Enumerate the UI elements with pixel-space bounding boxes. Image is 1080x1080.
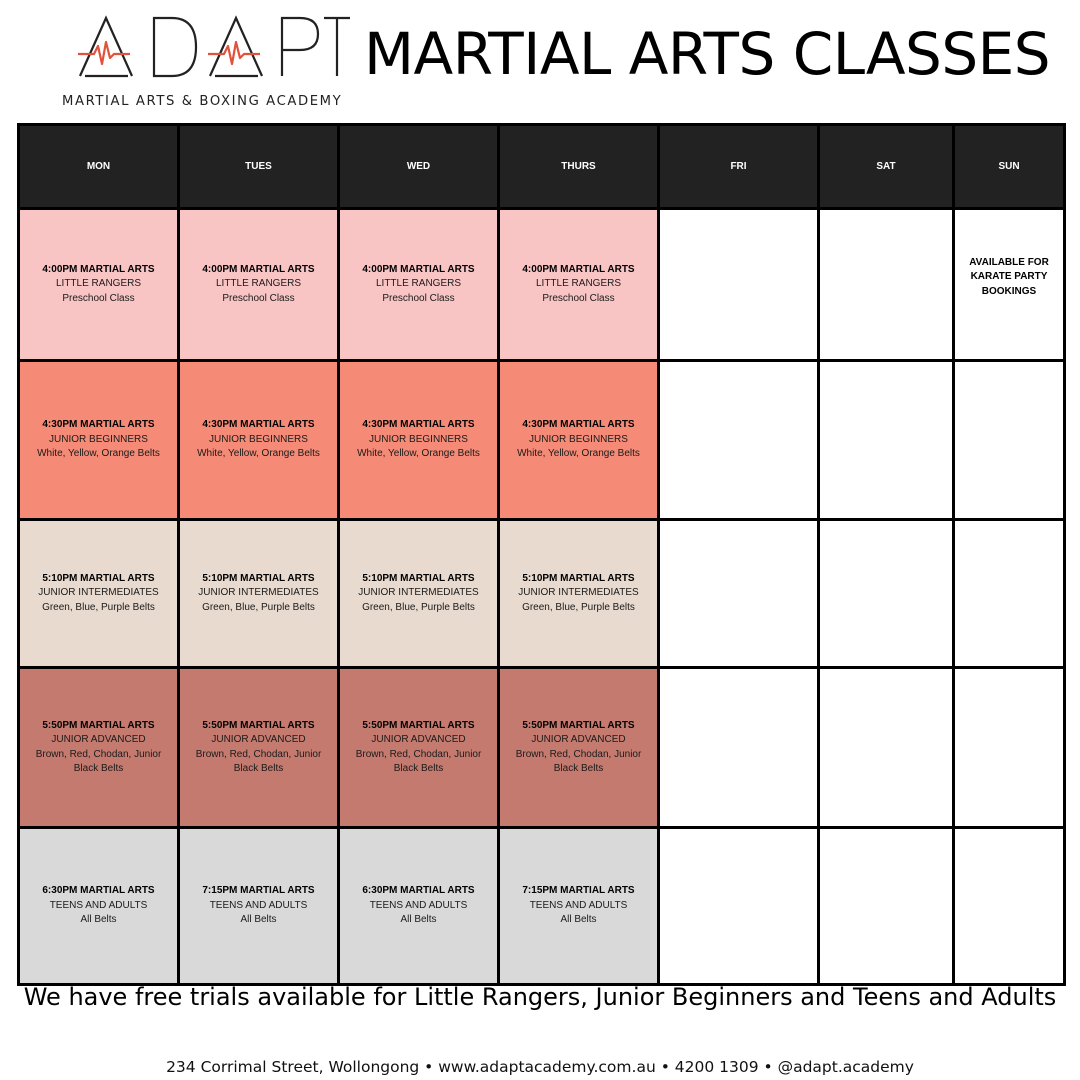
class-time: 4:30PM MARTIAL ARTS xyxy=(202,419,315,431)
sunday-party-cell xyxy=(954,209,1065,361)
class-timetable xyxy=(17,123,1066,986)
class-time: 5:10PM MARTIAL ARTS xyxy=(42,572,155,584)
class-time: 4:00PM MARTIAL ARTS xyxy=(202,263,315,275)
class-belts: Green, Blue, Purple Belts xyxy=(42,601,155,613)
class-time: 4:30PM MARTIAL ARTS xyxy=(522,419,635,431)
day-header-row xyxy=(19,125,1065,209)
class-time: 7:15PM MARTIAL ARTS xyxy=(522,885,635,897)
empty-cell-fri xyxy=(659,828,819,985)
class-time: 5:50PM MARTIAL ARTS xyxy=(522,719,635,731)
class-cell-tues xyxy=(179,361,339,520)
class-cell-tues xyxy=(179,520,339,668)
empty-cell-fri xyxy=(659,520,819,668)
class-name: LITTLE RANGERS xyxy=(215,278,302,290)
class-belts: Preschool Class xyxy=(542,292,615,304)
class-row xyxy=(19,828,1065,985)
class-name: JUNIOR ADVANCED xyxy=(51,734,146,745)
class-belts: White, Yellow, Orange Belts xyxy=(357,448,480,460)
class-belts: All Belts xyxy=(560,914,597,926)
class-belts: Green, Blue, Purple Belts xyxy=(362,601,475,613)
class-time: 4:30PM MARTIAL ARTS xyxy=(362,419,475,431)
day-header-mon: MON xyxy=(19,125,179,209)
class-name: JUNIOR INTERMEDIATES xyxy=(518,587,639,599)
class-name: JUNIOR ADVANCED xyxy=(371,734,466,745)
class-name: JUNIOR INTERMEDIATES xyxy=(198,587,319,599)
class-cell-mon xyxy=(19,520,179,668)
class-time: 6:30PM MARTIAL ARTS xyxy=(362,885,475,897)
day-header-thurs: THURS xyxy=(499,125,659,209)
class-cell-wed xyxy=(339,209,499,361)
class-cell-tues xyxy=(179,209,339,361)
class-belts: All Belts xyxy=(400,914,437,926)
class-row xyxy=(19,209,1065,361)
class-belts: Green, Blue, Purple Belts xyxy=(202,601,315,613)
class-cell-tues xyxy=(179,828,339,985)
class-belts: Brown, Red, Chodan, Junior Black Belts xyxy=(35,748,162,774)
class-cell-tues xyxy=(179,668,339,828)
empty-cell-sat xyxy=(819,209,954,361)
class-name: JUNIOR ADVANCED xyxy=(531,734,626,745)
empty-cell-sun xyxy=(954,520,1065,668)
class-time: 5:50PM MARTIAL ARTS xyxy=(202,719,315,731)
class-time: 5:10PM MARTIAL ARTS xyxy=(522,572,635,584)
class-name: JUNIOR BEGINNERS xyxy=(369,433,468,445)
class-belts: Brown, Red, Chodan, Junior Black Belts xyxy=(195,748,322,774)
class-time: 4:00PM MARTIAL ARTS xyxy=(522,263,635,275)
day-header-wed: WED xyxy=(339,125,499,209)
class-belts: Preschool Class xyxy=(222,292,295,304)
class-cell-thurs xyxy=(499,828,659,985)
empty-cell-fri xyxy=(659,209,819,361)
timetable-body xyxy=(19,209,1065,985)
class-cell-mon xyxy=(19,209,179,361)
empty-cell-fri xyxy=(659,361,819,520)
empty-cell-sat xyxy=(819,361,954,520)
class-belts: White, Yellow, Orange Belts xyxy=(37,448,160,460)
class-row xyxy=(19,361,1065,520)
day-header-sun: SUN xyxy=(954,125,1065,209)
class-name: LITTLE RANGERS xyxy=(55,278,142,290)
class-cell-wed xyxy=(339,361,499,520)
adapt-wordmark-logo xyxy=(78,14,350,84)
class-belts: White, Yellow, Orange Belts xyxy=(197,448,320,460)
empty-cell-sun xyxy=(954,828,1065,985)
class-time: 5:10PM MARTIAL ARTS xyxy=(362,572,475,584)
empty-cell-fri xyxy=(659,668,819,828)
class-name: JUNIOR BEGINNERS xyxy=(529,433,628,445)
class-cell-thurs xyxy=(499,668,659,828)
brand-tagline: MARTIAL ARTS & BOXING ACADEMY xyxy=(62,94,343,109)
day-header-sat: SAT xyxy=(819,125,954,209)
class-time: 5:50PM MARTIAL ARTS xyxy=(42,719,155,731)
class-name: TEENS AND ADULTS xyxy=(49,899,148,911)
class-cell-mon xyxy=(19,828,179,985)
class-belts: Brown, Red, Chodan, Junior Black Belts xyxy=(515,748,642,774)
class-cell-mon xyxy=(19,668,179,828)
class-cell-wed xyxy=(339,668,499,828)
class-time: 6:30PM MARTIAL ARTS xyxy=(42,885,155,897)
empty-cell-sun xyxy=(954,668,1065,828)
class-time: 4:30PM MARTIAL ARTS xyxy=(42,419,155,431)
class-belts: All Belts xyxy=(240,914,277,926)
class-cell-thurs xyxy=(499,520,659,668)
class-name: LITTLE RANGERS xyxy=(375,278,462,290)
empty-cell-sat xyxy=(819,828,954,985)
class-cell-wed xyxy=(339,520,499,668)
class-time: 4:00PM MARTIAL ARTS xyxy=(362,263,475,275)
day-header-fri: FRI xyxy=(659,125,819,209)
class-name: JUNIOR ADVANCED xyxy=(211,734,306,745)
class-belts: Preschool Class xyxy=(382,292,455,304)
class-name: JUNIOR INTERMEDIATES xyxy=(38,587,159,599)
empty-cell-sun xyxy=(954,361,1065,520)
contact-info: 234 Corrimal Street, Wollongong • www.adaptacademy.com.au • 4200 1309 • @adapt.academy xyxy=(166,1058,914,1076)
class-name: JUNIOR INTERMEDIATES xyxy=(358,587,479,599)
class-name: TEENS AND ADULTS xyxy=(529,899,628,911)
class-name: TEENS AND ADULTS xyxy=(369,899,468,911)
class-time: 7:15PM MARTIAL ARTS xyxy=(202,885,315,897)
class-name: JUNIOR BEGINNERS xyxy=(209,433,308,445)
adapt-logo xyxy=(62,14,372,114)
free-trial-note: We have free trials available for Little Rangers, Junior Beginners and Teens and Adults xyxy=(23,983,1057,1011)
empty-cell-sat xyxy=(819,520,954,668)
class-name: JUNIOR BEGINNERS xyxy=(49,433,148,445)
class-cell-thurs xyxy=(499,209,659,361)
class-belts: White, Yellow, Orange Belts xyxy=(517,448,640,460)
class-belts: Green, Blue, Purple Belts xyxy=(522,601,635,613)
class-cell-thurs xyxy=(499,361,659,520)
class-name: TEENS AND ADULTS xyxy=(209,899,308,911)
empty-cell-sat xyxy=(819,668,954,828)
class-time: 4:00PM MARTIAL ARTS xyxy=(42,263,155,275)
class-time: 5:10PM MARTIAL ARTS xyxy=(202,572,315,584)
class-belts: Preschool Class xyxy=(62,292,135,304)
class-row xyxy=(19,668,1065,828)
page-title: MARTIAL ARTS CLASSES xyxy=(364,20,1051,88)
class-cell-wed xyxy=(339,828,499,985)
class-row xyxy=(19,520,1065,668)
day-header-tues: TUES xyxy=(179,125,339,209)
class-name: LITTLE RANGERS xyxy=(535,278,622,290)
class-belts: Brown, Red, Chodan, Junior Black Belts xyxy=(355,748,482,774)
class-cell-mon xyxy=(19,361,179,520)
class-belts: All Belts xyxy=(80,914,117,926)
class-time: 5:50PM MARTIAL ARTS xyxy=(362,719,475,731)
party-bookings-note: AVAILABLE FOR KARATE PARTY BOOKINGS xyxy=(969,257,1049,297)
